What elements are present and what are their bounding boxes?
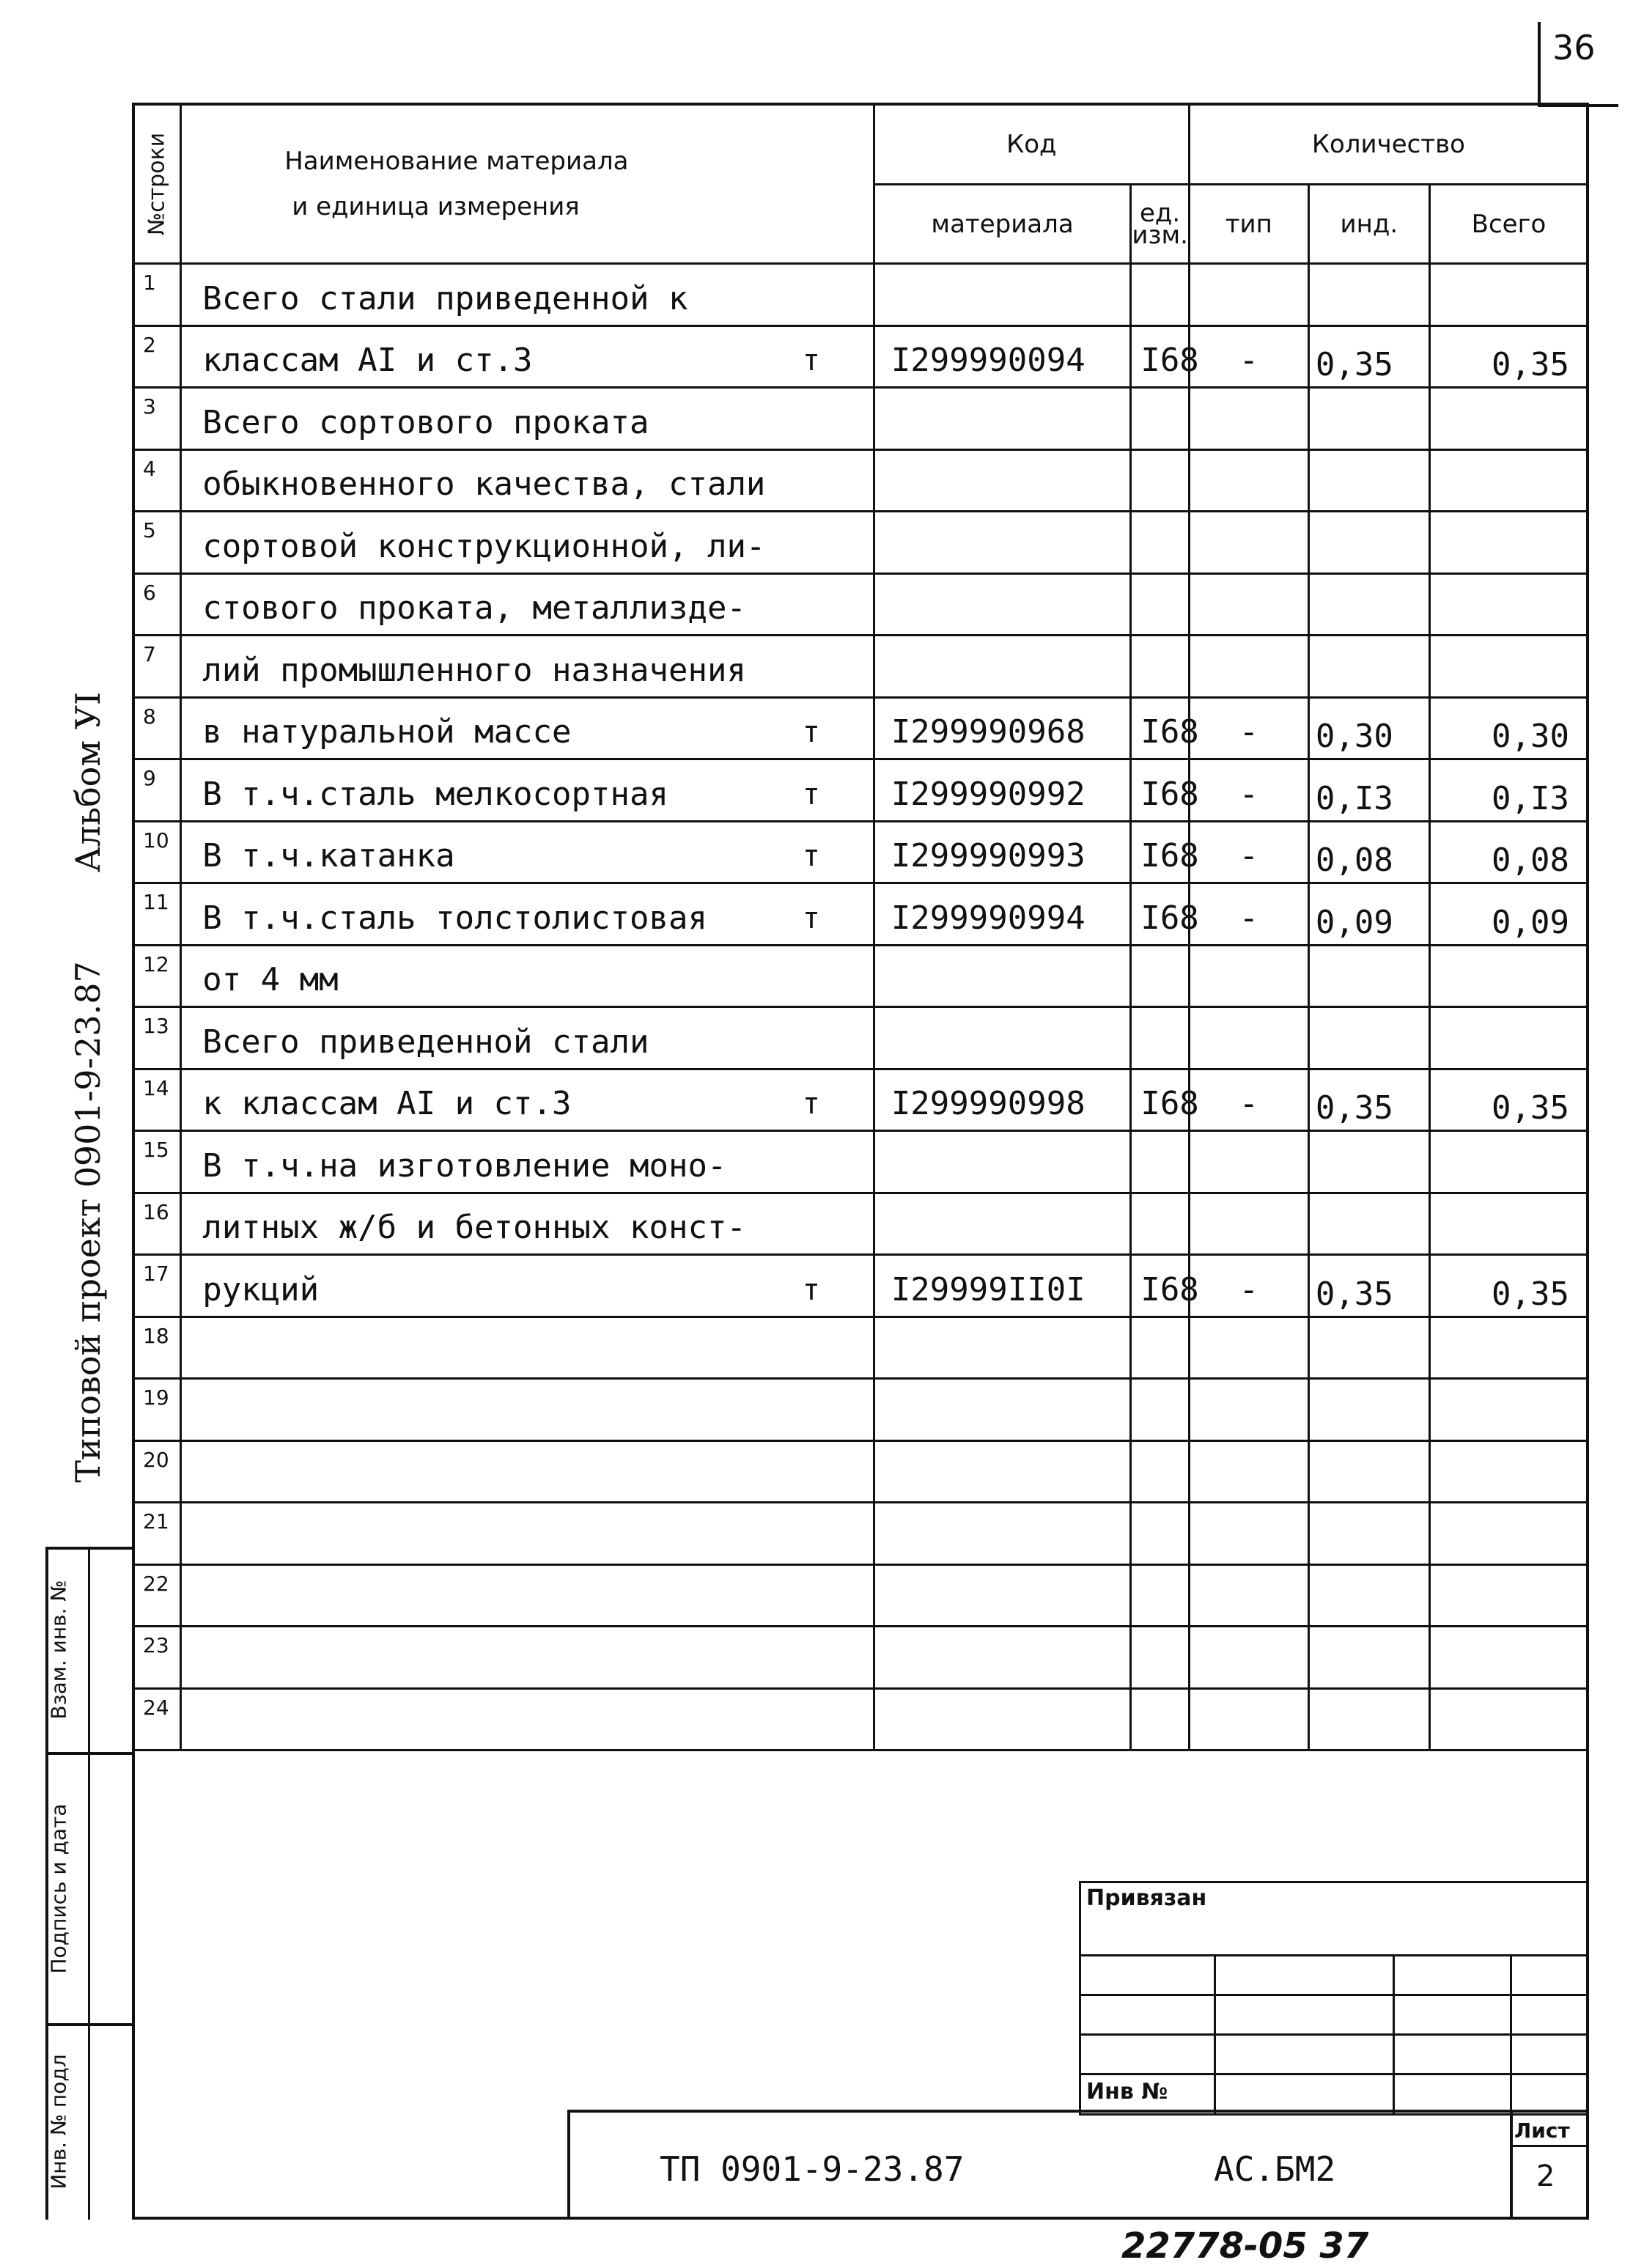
total-value [1429,1131,1588,1193]
header-ind: инд. [1308,185,1429,264]
ind-value [1308,945,1429,1007]
material-code [874,1440,1131,1503]
material-name-text: сортовой конструкционной, ли- [202,527,766,565]
materials-table [132,103,1589,1751]
unit-code [1131,1627,1189,1689]
row-number: 8 [133,697,181,759]
material-name [181,1688,874,1750]
material-code [874,449,1131,512]
table-row [133,945,1588,1007]
ind-value: 0,I3 [1308,759,1429,822]
total-value [1429,1007,1588,1069]
material-name-text: лий промышленного назначения [202,651,746,689]
total-value [1429,264,1588,326]
unit-code [1131,1007,1189,1069]
type-cell [1189,1131,1308,1193]
unit-symbol: т [802,1273,820,1307]
material-name [181,573,874,636]
table-row [133,264,1588,326]
table-row [133,821,1588,883]
unit-code [1131,449,1189,512]
material-code [874,636,1131,698]
total-value [1429,1440,1588,1503]
table-row [133,1564,1588,1627]
privyazan-rule-1 [1079,1954,1589,1956]
row-number: 6 [133,573,181,636]
row-number: 20 [133,1440,181,1503]
table-row [133,1503,1588,1565]
material-name-text: Всего стали приведенной к [202,279,688,317]
material-code: I29999II0I [874,1255,1131,1317]
unit-code [1131,1503,1189,1565]
type-cell [1189,1440,1308,1503]
inv-no-label: Инв № [1086,2079,1168,2105]
total-value [1429,1688,1588,1750]
material-name-text: Всего сортового проката [202,403,649,441]
material-name-text: от 4 мм [202,961,339,998]
table-row [133,1440,1588,1503]
ind-value [1308,449,1429,512]
ind-value: 0,09 [1308,883,1429,946]
material-name [181,1440,874,1503]
total-value [1429,388,1588,450]
row-number: 1 [133,264,181,326]
material-code [874,1317,1131,1379]
material-name [181,1379,874,1441]
type-cell [1189,512,1308,574]
table-row [133,449,1588,512]
type-cell: - [1189,325,1308,388]
header-material-code: материала [874,185,1131,264]
privyazan-col-1 [1214,1954,1216,2116]
unit-code [1131,1131,1189,1193]
type-cell: - [1189,1069,1308,1131]
total-value [1429,1564,1588,1627]
row-number: 17 [133,1255,181,1317]
row-number: 3 [133,388,181,450]
unit-code [1131,264,1189,326]
table-row [133,325,1588,388]
material-name [181,325,874,388]
table-row [133,1627,1588,1689]
material-name [181,1007,874,1069]
material-name-text: В т.ч.сталь толстолистовая [202,899,707,937]
material-name [181,1503,874,1565]
table-row [133,1317,1588,1379]
row-number: 22 [133,1564,181,1627]
row-number: 19 [133,1379,181,1441]
privyazan-rule-2 [1079,1994,1589,1996]
material-name-text: Всего приведенной стали [202,1023,649,1061]
privyazan-rule-4 [1079,2073,1589,2075]
total-value [1429,1503,1588,1565]
album-label: Альбом УI [68,691,108,873]
type-cell [1189,264,1308,326]
unit-code [1131,388,1189,450]
unit-code [1131,1688,1189,1750]
total-value: 0,35 [1429,1255,1588,1317]
material-name [181,449,874,512]
sheet-code: АС.БМ2 [1214,2149,1336,2189]
material-name [181,945,874,1007]
unit-code [1131,636,1189,698]
vzam-inv-label: Взам. инв. № [46,1580,71,1720]
material-name [181,697,874,759]
ind-value [1308,1440,1429,1503]
total-value: 0,35 [1429,325,1588,388]
ind-value [1308,1007,1429,1069]
unit-symbol: т [802,1087,820,1121]
ind-value: 0,08 [1308,821,1429,883]
unit-code: I68 [1131,759,1189,822]
row-number: 13 [133,1007,181,1069]
inv-podl-label: Инв. № подл [46,2054,71,2190]
row-number: 21 [133,1503,181,1565]
sheet-row-divider [1510,2145,1589,2147]
unit-code [1131,1317,1189,1379]
total-value [1429,1193,1588,1255]
ind-value [1308,1503,1429,1565]
material-code: I299990992 [874,759,1131,822]
material-name [181,388,874,450]
unit-code: I68 [1131,325,1189,388]
type-cell: - [1189,759,1308,822]
header-total: Всего [1429,185,1588,264]
type-cell: - [1189,821,1308,883]
unit-symbol: т [802,901,820,935]
material-code [874,1688,1131,1750]
ind-value [1308,636,1429,698]
header-quantity: Количество [1189,104,1588,185]
material-code [874,512,1131,574]
table-row [133,573,1588,636]
page-number-divider [1538,22,1541,103]
table-row [133,1379,1588,1441]
stamp-inner-line [88,1547,90,2220]
row-number: 5 [133,512,181,574]
podpis-data-label: Подпись и дата [46,1803,71,1974]
type-cell [1189,945,1308,1007]
ind-value: 0,30 [1308,697,1429,759]
table-row [133,759,1588,822]
type-cell [1189,1007,1308,1069]
unit-code: I68 [1131,1255,1189,1317]
material-name [181,512,874,574]
row-number: 7 [133,636,181,698]
unit-code: I68 [1131,1069,1189,1131]
unit-code [1131,945,1189,1007]
header-unit: ед. изм. [1131,185,1189,264]
ind-value [1308,573,1429,636]
ind-value [1308,1131,1429,1193]
material-code [874,1564,1131,1627]
ind-value: 0,35 [1308,1255,1429,1317]
unit-code [1131,1379,1189,1441]
material-name-text: в натуральной массе [202,713,572,751]
material-code [874,1379,1131,1441]
type-cell [1189,636,1308,698]
total-value [1429,1317,1588,1379]
header-code: Код [874,104,1189,185]
unit-code [1131,512,1189,574]
row-number: 16 [133,1193,181,1255]
total-value: 0,09 [1429,883,1588,946]
table-row [133,1007,1588,1069]
page-number: 36 [1552,28,1596,67]
material-name [181,759,874,822]
unit-code [1131,1193,1189,1255]
material-code: I299990993 [874,821,1131,883]
table-row [133,512,1588,574]
material-code [874,1131,1131,1193]
material-name-text: рукций [202,1270,320,1308]
material-code [874,1627,1131,1689]
table-row [133,1255,1588,1317]
table-row [133,636,1588,698]
row-number: 10 [133,821,181,883]
total-value [1429,945,1588,1007]
type-cell [1189,1564,1308,1627]
material-code: I299990994 [874,883,1131,946]
material-code [874,1193,1131,1255]
row-number: 2 [133,325,181,388]
material-code [874,1007,1131,1069]
row-number: 4 [133,449,181,512]
type-cell [1189,1503,1308,1565]
material-name-text: В т.ч.сталь мелкосортная [202,775,668,813]
header-type: тип [1189,185,1308,264]
total-value [1429,1379,1588,1441]
material-name [181,1131,874,1193]
unit-symbol: т [802,344,820,378]
type-cell [1189,573,1308,636]
type-cell [1189,449,1308,512]
ind-value [1308,1317,1429,1379]
unit-code: I68 [1131,697,1189,759]
material-name [181,1627,874,1689]
row-number: 11 [133,883,181,946]
material-code [874,573,1131,636]
row-number: 14 [133,1069,181,1131]
material-name [181,1069,874,1131]
material-name-text: В т.ч.катанка [202,837,455,875]
type-cell [1189,1193,1308,1255]
type-cell [1189,1627,1308,1689]
type-cell [1189,1688,1308,1750]
ind-value: 0,35 [1308,325,1429,388]
total-value [1429,636,1588,698]
table-row [133,1688,1588,1750]
privyazan-label: Привязан [1086,1885,1207,1911]
material-code [874,945,1131,1007]
footer-number: 22778-05 37 [1121,2225,1369,2267]
row-number: 15 [133,1131,181,1193]
header-material-name: Наименование материала и единица измерения [181,104,874,264]
total-value [1429,449,1588,512]
total-value [1429,573,1588,636]
material-name [181,264,874,326]
table-row [133,883,1588,946]
table-row [133,1193,1588,1255]
type-cell: - [1189,697,1308,759]
unit-code [1131,573,1189,636]
privyazan-col-2 [1393,1954,1395,2116]
type-cell: - [1189,883,1308,946]
table-row [133,1131,1588,1193]
privyazan-col-3 [1510,1954,1512,2116]
ind-value [1308,264,1429,326]
privyazan-rule-3 [1079,2033,1589,2036]
unit-code: I68 [1131,883,1189,946]
doc-code: ТП 0901-9-23.87 [660,2149,965,2189]
material-name-text: к классам АI и ст.3 [202,1085,572,1122]
unit-code: I68 [1131,821,1189,883]
material-name-text: обыкновенного качества, стали [202,465,766,503]
total-value: 0,30 [1429,697,1588,759]
ind-value [1308,388,1429,450]
material-name [181,1564,874,1627]
unit-symbol: т [802,839,820,873]
unit-symbol: т [802,777,820,811]
ind-value [1308,1193,1429,1255]
material-name-text: В т.ч.на изготовление моно- [202,1146,727,1185]
total-value: 0,35 [1429,1069,1588,1131]
ind-value: 0,35 [1308,1069,1429,1131]
sheet-label: Лист [1514,2118,1570,2143]
sheet-col-divider [1510,2110,1513,2220]
ind-value [1308,1379,1429,1441]
material-code [874,1503,1131,1565]
material-name [181,1193,874,1255]
table-row [133,388,1588,450]
header-row-number: №строки [133,104,181,264]
material-code [874,388,1131,450]
material-name-text: литных ж/б и бетонных конст- [202,1209,746,1246]
unit-code [1131,1564,1189,1627]
total-value [1429,1627,1588,1689]
type-cell [1189,1379,1308,1441]
total-value [1429,512,1588,574]
type-cell: - [1189,1255,1308,1317]
row-number: 24 [133,1688,181,1750]
material-name-text: классам АI и ст.3 [202,342,533,379]
row-number: 18 [133,1317,181,1379]
type-cell [1189,388,1308,450]
material-name [181,1317,874,1379]
ind-value [1308,1564,1429,1627]
material-name [181,1255,874,1317]
material-name [181,821,874,883]
project-label: Типовой проект 0901-9-23.87 [68,961,108,1483]
table-row [133,1069,1588,1131]
unit-code [1131,1440,1189,1503]
sheet-number: 2 [1536,2160,1555,2193]
table-row [133,697,1588,759]
row-number: 23 [133,1627,181,1689]
material-name-text: стового проката, металлизде- [202,589,746,627]
material-code: I299990998 [874,1069,1131,1131]
row-number: 12 [133,945,181,1007]
unit-symbol: т [802,715,820,749]
type-cell [1189,1317,1308,1379]
total-value: 0,08 [1429,821,1588,883]
total-value: 0,I3 [1429,759,1588,822]
material-code: I299990094 [874,325,1131,388]
ind-value [1308,1627,1429,1689]
material-name [181,636,874,698]
row-number: 9 [133,759,181,822]
material-code [874,264,1131,326]
ind-value [1308,1688,1429,1750]
ind-value [1308,512,1429,574]
material-code: I299990968 [874,697,1131,759]
material-name [181,883,874,946]
